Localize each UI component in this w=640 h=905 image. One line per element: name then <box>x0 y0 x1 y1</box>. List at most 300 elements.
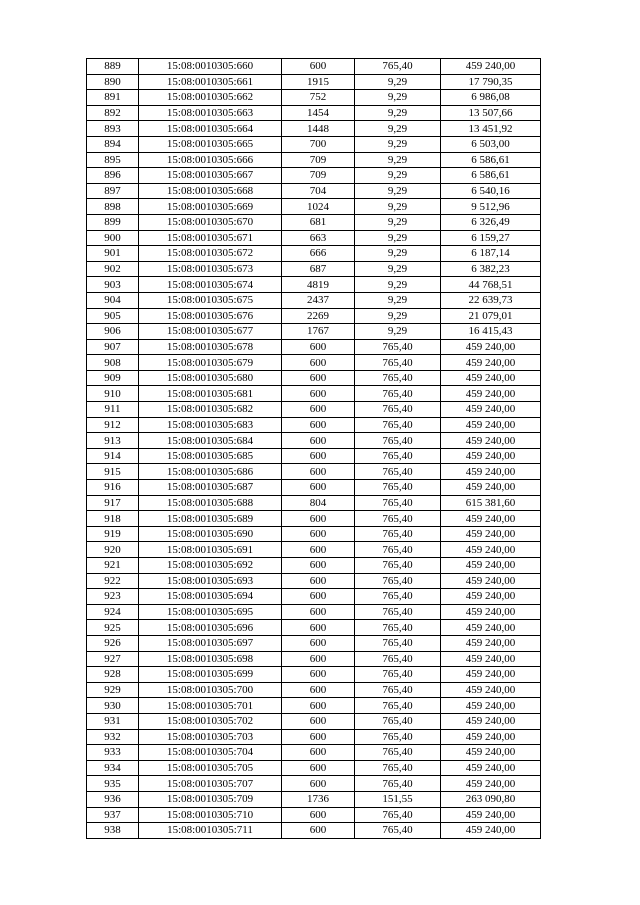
row-number-cell: 912 <box>87 417 139 433</box>
area-cell: 666 <box>282 246 355 262</box>
cadastral-value-cell: 459 240,00 <box>441 651 541 667</box>
cadastral-number-cell: 15:08:0010305:665 <box>139 136 282 152</box>
area-cell: 600 <box>282 542 355 558</box>
cadastral-value-cell: 44 768,51 <box>441 277 541 293</box>
row-number-cell: 917 <box>87 495 139 511</box>
area-cell: 700 <box>282 136 355 152</box>
cadastral-value-cell: 9 512,96 <box>441 199 541 215</box>
cadastral-value-cell: 6 586,61 <box>441 168 541 184</box>
cadastral-number-cell: 15:08:0010305:663 <box>139 105 282 121</box>
table-row <box>87 152 541 168</box>
row-number-cell: 889 <box>87 59 139 75</box>
cadastral-number-cell: 15:08:0010305:701 <box>139 698 282 714</box>
area-cell: 804 <box>282 495 355 511</box>
cadastral-number-cell: 15:08:0010305:669 <box>139 199 282 215</box>
table-row <box>87 199 541 215</box>
area-cell: 600 <box>282 807 355 823</box>
area-cell: 600 <box>282 59 355 75</box>
row-number-cell: 920 <box>87 542 139 558</box>
table-row <box>87 214 541 230</box>
row-number-cell: 927 <box>87 651 139 667</box>
specific-value-cell: 9,29 <box>355 105 441 121</box>
table-row <box>87 620 541 636</box>
cadastral-number-cell: 15:08:0010305:676 <box>139 308 282 324</box>
table-row <box>87 464 541 480</box>
table-row <box>87 74 541 90</box>
table-row <box>87 308 541 324</box>
area-cell: 600 <box>282 386 355 402</box>
area-cell: 600 <box>282 604 355 620</box>
cadastral-value-cell: 263 090,80 <box>441 791 541 807</box>
cadastral-value-cell: 6 326,49 <box>441 214 541 230</box>
row-number-cell: 913 <box>87 433 139 449</box>
cadastral-value-cell: 459 240,00 <box>441 776 541 792</box>
cadastral-number-cell: 15:08:0010305:695 <box>139 604 282 620</box>
cadastral-number-cell: 15:08:0010305:693 <box>139 573 282 589</box>
cadastral-number-cell: 15:08:0010305:692 <box>139 558 282 574</box>
specific-value-cell: 9,29 <box>355 168 441 184</box>
cadastral-value-cell: 22 639,73 <box>441 292 541 308</box>
specific-value-cell: 9,29 <box>355 246 441 262</box>
cadastral-value-cell: 459 240,00 <box>441 526 541 542</box>
cadastral-number-cell: 15:08:0010305:677 <box>139 324 282 340</box>
cadastral-value-cell: 459 240,00 <box>441 339 541 355</box>
cadastral-number-cell: 15:08:0010305:671 <box>139 230 282 246</box>
specific-value-cell: 765,40 <box>355 807 441 823</box>
area-cell: 600 <box>282 464 355 480</box>
cadastral-value-cell: 16 415,43 <box>441 324 541 340</box>
cadastral-number-cell: 15:08:0010305:710 <box>139 807 282 823</box>
specific-value-cell: 765,40 <box>355 573 441 589</box>
table-row <box>87 230 541 246</box>
row-number-cell: 906 <box>87 324 139 340</box>
specific-value-cell: 9,29 <box>355 74 441 90</box>
table-row <box>87 713 541 729</box>
cadastral-number-cell: 15:08:0010305:670 <box>139 214 282 230</box>
table-row <box>87 558 541 574</box>
cadastral-value-cell: 459 240,00 <box>441 698 541 714</box>
specific-value-cell: 765,40 <box>355 620 441 636</box>
area-cell: 1024 <box>282 199 355 215</box>
row-number-cell: 919 <box>87 526 139 542</box>
specific-value-cell: 9,29 <box>355 324 441 340</box>
table-row <box>87 729 541 745</box>
cadastral-value-cell: 459 240,00 <box>441 760 541 776</box>
area-cell: 2437 <box>282 292 355 308</box>
cadastral-value-cell: 13 507,66 <box>441 105 541 121</box>
table-row <box>87 542 541 558</box>
cadastral-number-cell: 15:08:0010305:668 <box>139 183 282 199</box>
specific-value-cell: 765,40 <box>355 698 441 714</box>
row-number-cell: 937 <box>87 807 139 823</box>
area-cell: 600 <box>282 682 355 698</box>
area-cell: 600 <box>282 760 355 776</box>
area-cell: 600 <box>282 339 355 355</box>
table-row <box>87 324 541 340</box>
cadastral-number-cell: 15:08:0010305:704 <box>139 745 282 761</box>
table-row <box>87 448 541 464</box>
area-cell: 600 <box>282 558 355 574</box>
table-row <box>87 90 541 106</box>
row-number-cell: 891 <box>87 90 139 106</box>
area-cell: 709 <box>282 168 355 184</box>
row-number-cell: 915 <box>87 464 139 480</box>
table-row <box>87 417 541 433</box>
row-number-cell: 930 <box>87 698 139 714</box>
area-cell: 600 <box>282 667 355 683</box>
specific-value-cell: 765,40 <box>355 59 441 75</box>
cadastral-number-cell: 15:08:0010305:711 <box>139 823 282 839</box>
cadastral-value-cell: 459 240,00 <box>441 807 541 823</box>
table-row <box>87 807 541 823</box>
specific-value-cell: 765,40 <box>355 823 441 839</box>
row-number-cell: 926 <box>87 635 139 651</box>
specific-value-cell: 9,29 <box>355 152 441 168</box>
area-cell: 1767 <box>282 324 355 340</box>
cadastral-number-cell: 15:08:0010305:700 <box>139 682 282 698</box>
specific-value-cell: 765,40 <box>355 589 441 605</box>
specific-value-cell: 9,29 <box>355 183 441 199</box>
specific-value-cell: 9,29 <box>355 214 441 230</box>
cadastral-value-cell: 459 240,00 <box>441 433 541 449</box>
area-cell: 600 <box>282 370 355 386</box>
row-number-cell: 928 <box>87 667 139 683</box>
table-body <box>87 59 541 839</box>
row-number-cell: 916 <box>87 480 139 496</box>
area-cell: 687 <box>282 261 355 277</box>
area-cell: 600 <box>282 448 355 464</box>
row-number-cell: 904 <box>87 292 139 308</box>
specific-value-cell: 765,40 <box>355 604 441 620</box>
row-number-cell: 910 <box>87 386 139 402</box>
specific-value-cell: 9,29 <box>355 136 441 152</box>
specific-value-cell: 765,40 <box>355 339 441 355</box>
row-number-cell: 924 <box>87 604 139 620</box>
area-cell: 600 <box>282 651 355 667</box>
specific-value-cell: 765,40 <box>355 635 441 651</box>
row-number-cell: 936 <box>87 791 139 807</box>
cadastral-number-cell: 15:08:0010305:705 <box>139 760 282 776</box>
specific-value-cell: 9,29 <box>355 308 441 324</box>
specific-value-cell: 765,40 <box>355 729 441 745</box>
cadastral-value-cell: 459 240,00 <box>441 558 541 574</box>
area-cell: 663 <box>282 230 355 246</box>
table-row <box>87 745 541 761</box>
specific-value-cell: 9,29 <box>355 199 441 215</box>
row-number-cell: 898 <box>87 199 139 215</box>
row-number-cell: 908 <box>87 355 139 371</box>
specific-value-cell: 765,40 <box>355 776 441 792</box>
table-row <box>87 277 541 293</box>
table-row <box>87 136 541 152</box>
table-row <box>87 355 541 371</box>
area-cell: 600 <box>282 823 355 839</box>
table-row <box>87 604 541 620</box>
specific-value-cell: 765,40 <box>355 542 441 558</box>
cadastral-value-cell: 459 240,00 <box>441 370 541 386</box>
row-number-cell: 892 <box>87 105 139 121</box>
specific-value-cell: 765,40 <box>355 667 441 683</box>
area-cell: 1454 <box>282 105 355 121</box>
row-number-cell: 932 <box>87 729 139 745</box>
cadastral-number-cell: 15:08:0010305:703 <box>139 729 282 745</box>
row-number-cell: 901 <box>87 246 139 262</box>
table-row <box>87 511 541 527</box>
specific-value-cell: 765,40 <box>355 448 441 464</box>
cadastral-number-cell: 15:08:0010305:673 <box>139 261 282 277</box>
area-cell: 1448 <box>282 121 355 137</box>
cadastral-number-cell: 15:08:0010305:664 <box>139 121 282 137</box>
cadastral-value-cell: 6 503,00 <box>441 136 541 152</box>
cadastral-value-cell: 459 240,00 <box>441 729 541 745</box>
area-cell: 681 <box>282 214 355 230</box>
row-number-cell: 903 <box>87 277 139 293</box>
area-cell: 600 <box>282 776 355 792</box>
row-number-cell: 899 <box>87 214 139 230</box>
cadastral-value-cell: 6 986,08 <box>441 90 541 106</box>
table-row <box>87 682 541 698</box>
table-row <box>87 526 541 542</box>
cadastral-number-cell: 15:08:0010305:689 <box>139 511 282 527</box>
table-row <box>87 589 541 605</box>
specific-value-cell: 9,29 <box>355 277 441 293</box>
area-cell: 704 <box>282 183 355 199</box>
area-cell: 600 <box>282 713 355 729</box>
area-cell: 600 <box>282 573 355 589</box>
specific-value-cell: 9,29 <box>355 121 441 137</box>
area-cell: 752 <box>282 90 355 106</box>
cadastral-value-cell: 6 187,14 <box>441 246 541 262</box>
specific-value-cell: 765,40 <box>355 386 441 402</box>
table-row <box>87 698 541 714</box>
table-row <box>87 370 541 386</box>
cadastral-number-cell: 15:08:0010305:678 <box>139 339 282 355</box>
table-row <box>87 573 541 589</box>
cadastral-value-cell: 459 240,00 <box>441 713 541 729</box>
specific-value-cell: 9,29 <box>355 292 441 308</box>
cadastral-value-cell: 459 240,00 <box>441 573 541 589</box>
table-row <box>87 635 541 651</box>
row-number-cell: 905 <box>87 308 139 324</box>
area-cell: 600 <box>282 698 355 714</box>
cadastral-value-cell: 6 382,23 <box>441 261 541 277</box>
row-number-cell: 918 <box>87 511 139 527</box>
cadastral-value-table <box>86 58 541 839</box>
table-row <box>87 402 541 418</box>
row-number-cell: 934 <box>87 760 139 776</box>
row-number-cell: 896 <box>87 168 139 184</box>
cadastral-number-cell: 15:08:0010305:687 <box>139 480 282 496</box>
specific-value-cell: 765,40 <box>355 558 441 574</box>
cadastral-number-cell: 15:08:0010305:675 <box>139 292 282 308</box>
table-row <box>87 386 541 402</box>
cadastral-number-cell: 15:08:0010305:666 <box>139 152 282 168</box>
table-row <box>87 823 541 839</box>
row-number-cell: 911 <box>87 402 139 418</box>
specific-value-cell: 765,40 <box>355 495 441 511</box>
row-number-cell: 890 <box>87 74 139 90</box>
cadastral-number-cell: 15:08:0010305:690 <box>139 526 282 542</box>
area-cell: 600 <box>282 355 355 371</box>
row-number-cell: 938 <box>87 823 139 839</box>
cadastral-number-cell: 15:08:0010305:707 <box>139 776 282 792</box>
cadastral-value-cell: 459 240,00 <box>441 511 541 527</box>
table-row <box>87 791 541 807</box>
table-row <box>87 760 541 776</box>
specific-value-cell: 765,40 <box>355 713 441 729</box>
table-row <box>87 776 541 792</box>
cadastral-value-cell: 459 240,00 <box>441 589 541 605</box>
specific-value-cell: 765,40 <box>355 651 441 667</box>
cadastral-value-cell: 459 240,00 <box>441 448 541 464</box>
table-row <box>87 105 541 121</box>
table-row <box>87 246 541 262</box>
row-number-cell: 909 <box>87 370 139 386</box>
area-cell: 600 <box>282 745 355 761</box>
table-row <box>87 292 541 308</box>
row-number-cell: 895 <box>87 152 139 168</box>
cadastral-number-cell: 15:08:0010305:698 <box>139 651 282 667</box>
cadastral-value-cell: 13 451,92 <box>441 121 541 137</box>
area-cell: 2269 <box>282 308 355 324</box>
cadastral-number-cell: 15:08:0010305:679 <box>139 355 282 371</box>
row-number-cell: 900 <box>87 230 139 246</box>
specific-value-cell: 9,29 <box>355 230 441 246</box>
table-row <box>87 480 541 496</box>
cadastral-value-cell: 459 240,00 <box>441 386 541 402</box>
cadastral-number-cell: 15:08:0010305:662 <box>139 90 282 106</box>
cadastral-number-cell: 15:08:0010305:691 <box>139 542 282 558</box>
specific-value-cell: 765,40 <box>355 402 441 418</box>
row-number-cell: 931 <box>87 713 139 729</box>
area-cell: 4819 <box>282 277 355 293</box>
row-number-cell: 922 <box>87 573 139 589</box>
cadastral-number-cell: 15:08:0010305:688 <box>139 495 282 511</box>
row-number-cell: 923 <box>87 589 139 605</box>
cadastral-value-cell: 459 240,00 <box>441 682 541 698</box>
cadastral-value-cell: 459 240,00 <box>441 355 541 371</box>
cadastral-value-cell: 459 240,00 <box>441 417 541 433</box>
area-cell: 600 <box>282 511 355 527</box>
cadastral-number-cell: 15:08:0010305:699 <box>139 667 282 683</box>
area-cell: 600 <box>282 620 355 636</box>
area-cell: 600 <box>282 729 355 745</box>
row-number-cell: 921 <box>87 558 139 574</box>
area-cell: 709 <box>282 152 355 168</box>
cadastral-value-cell: 17 790,35 <box>441 74 541 90</box>
cadastral-value-cell: 459 240,00 <box>441 620 541 636</box>
row-number-cell: 894 <box>87 136 139 152</box>
cadastral-value-cell: 6 540,16 <box>441 183 541 199</box>
specific-value-cell: 151,55 <box>355 791 441 807</box>
specific-value-cell: 765,40 <box>355 355 441 371</box>
area-cell: 600 <box>282 635 355 651</box>
row-number-cell: 897 <box>87 183 139 199</box>
table-row <box>87 121 541 137</box>
cadastral-number-cell: 15:08:0010305:685 <box>139 448 282 464</box>
specific-value-cell: 9,29 <box>355 261 441 277</box>
cadastral-number-cell: 15:08:0010305:683 <box>139 417 282 433</box>
cadastral-number-cell: 15:08:0010305:681 <box>139 386 282 402</box>
row-number-cell: 893 <box>87 121 139 137</box>
row-number-cell: 933 <box>87 745 139 761</box>
area-cell: 1915 <box>282 74 355 90</box>
specific-value-cell: 765,40 <box>355 745 441 761</box>
cadastral-number-cell: 15:08:0010305:686 <box>139 464 282 480</box>
specific-value-cell: 765,40 <box>355 526 441 542</box>
cadastral-number-cell: 15:08:0010305:696 <box>139 620 282 636</box>
area-cell: 600 <box>282 433 355 449</box>
specific-value-cell: 765,40 <box>355 417 441 433</box>
specific-value-cell: 9,29 <box>355 90 441 106</box>
area-cell: 600 <box>282 417 355 433</box>
row-number-cell: 935 <box>87 776 139 792</box>
area-cell: 600 <box>282 402 355 418</box>
table-row <box>87 168 541 184</box>
cadastral-value-cell: 459 240,00 <box>441 604 541 620</box>
cadastral-value-cell: 459 240,00 <box>441 402 541 418</box>
table-row <box>87 495 541 511</box>
specific-value-cell: 765,40 <box>355 511 441 527</box>
cadastral-value-cell: 459 240,00 <box>441 635 541 651</box>
cadastral-number-cell: 15:08:0010305:667 <box>139 168 282 184</box>
row-number-cell: 914 <box>87 448 139 464</box>
cadastral-value-cell: 615 381,60 <box>441 495 541 511</box>
cadastral-number-cell: 15:08:0010305:674 <box>139 277 282 293</box>
table-row <box>87 59 541 75</box>
area-cell: 600 <box>282 526 355 542</box>
cadastral-number-cell: 15:08:0010305:682 <box>139 402 282 418</box>
cadastral-number-cell: 15:08:0010305:660 <box>139 59 282 75</box>
row-number-cell: 925 <box>87 620 139 636</box>
cadastral-value-cell: 459 240,00 <box>441 542 541 558</box>
cadastral-value-cell: 21 079,01 <box>441 308 541 324</box>
cadastral-number-cell: 15:08:0010305:694 <box>139 589 282 605</box>
area-cell: 600 <box>282 589 355 605</box>
cadastral-value-cell: 459 240,00 <box>441 823 541 839</box>
table-row <box>87 667 541 683</box>
table-row <box>87 651 541 667</box>
cadastral-number-cell: 15:08:0010305:672 <box>139 246 282 262</box>
table-row <box>87 261 541 277</box>
table-row <box>87 183 541 199</box>
cadastral-value-cell: 459 240,00 <box>441 480 541 496</box>
row-number-cell: 907 <box>87 339 139 355</box>
specific-value-cell: 765,40 <box>355 370 441 386</box>
area-cell: 1736 <box>282 791 355 807</box>
specific-value-cell: 765,40 <box>355 682 441 698</box>
specific-value-cell: 765,40 <box>355 480 441 496</box>
specific-value-cell: 765,40 <box>355 464 441 480</box>
row-number-cell: 929 <box>87 682 139 698</box>
cadastral-value-cell: 459 240,00 <box>441 464 541 480</box>
cadastral-number-cell: 15:08:0010305:661 <box>139 74 282 90</box>
cadastral-number-cell: 15:08:0010305:702 <box>139 713 282 729</box>
cadastral-number-cell: 15:08:0010305:709 <box>139 791 282 807</box>
row-number-cell: 902 <box>87 261 139 277</box>
cadastral-value-cell: 6 586,61 <box>441 152 541 168</box>
cadastral-value-cell: 459 240,00 <box>441 667 541 683</box>
cadastral-number-cell: 15:08:0010305:680 <box>139 370 282 386</box>
cadastral-number-cell: 15:08:0010305:684 <box>139 433 282 449</box>
cadastral-value-cell: 459 240,00 <box>441 59 541 75</box>
cadastral-number-cell: 15:08:0010305:697 <box>139 635 282 651</box>
area-cell: 600 <box>282 480 355 496</box>
cadastral-value-cell: 6 159,27 <box>441 230 541 246</box>
cadastral-value-cell: 459 240,00 <box>441 745 541 761</box>
specific-value-cell: 765,40 <box>355 433 441 449</box>
specific-value-cell: 765,40 <box>355 760 441 776</box>
